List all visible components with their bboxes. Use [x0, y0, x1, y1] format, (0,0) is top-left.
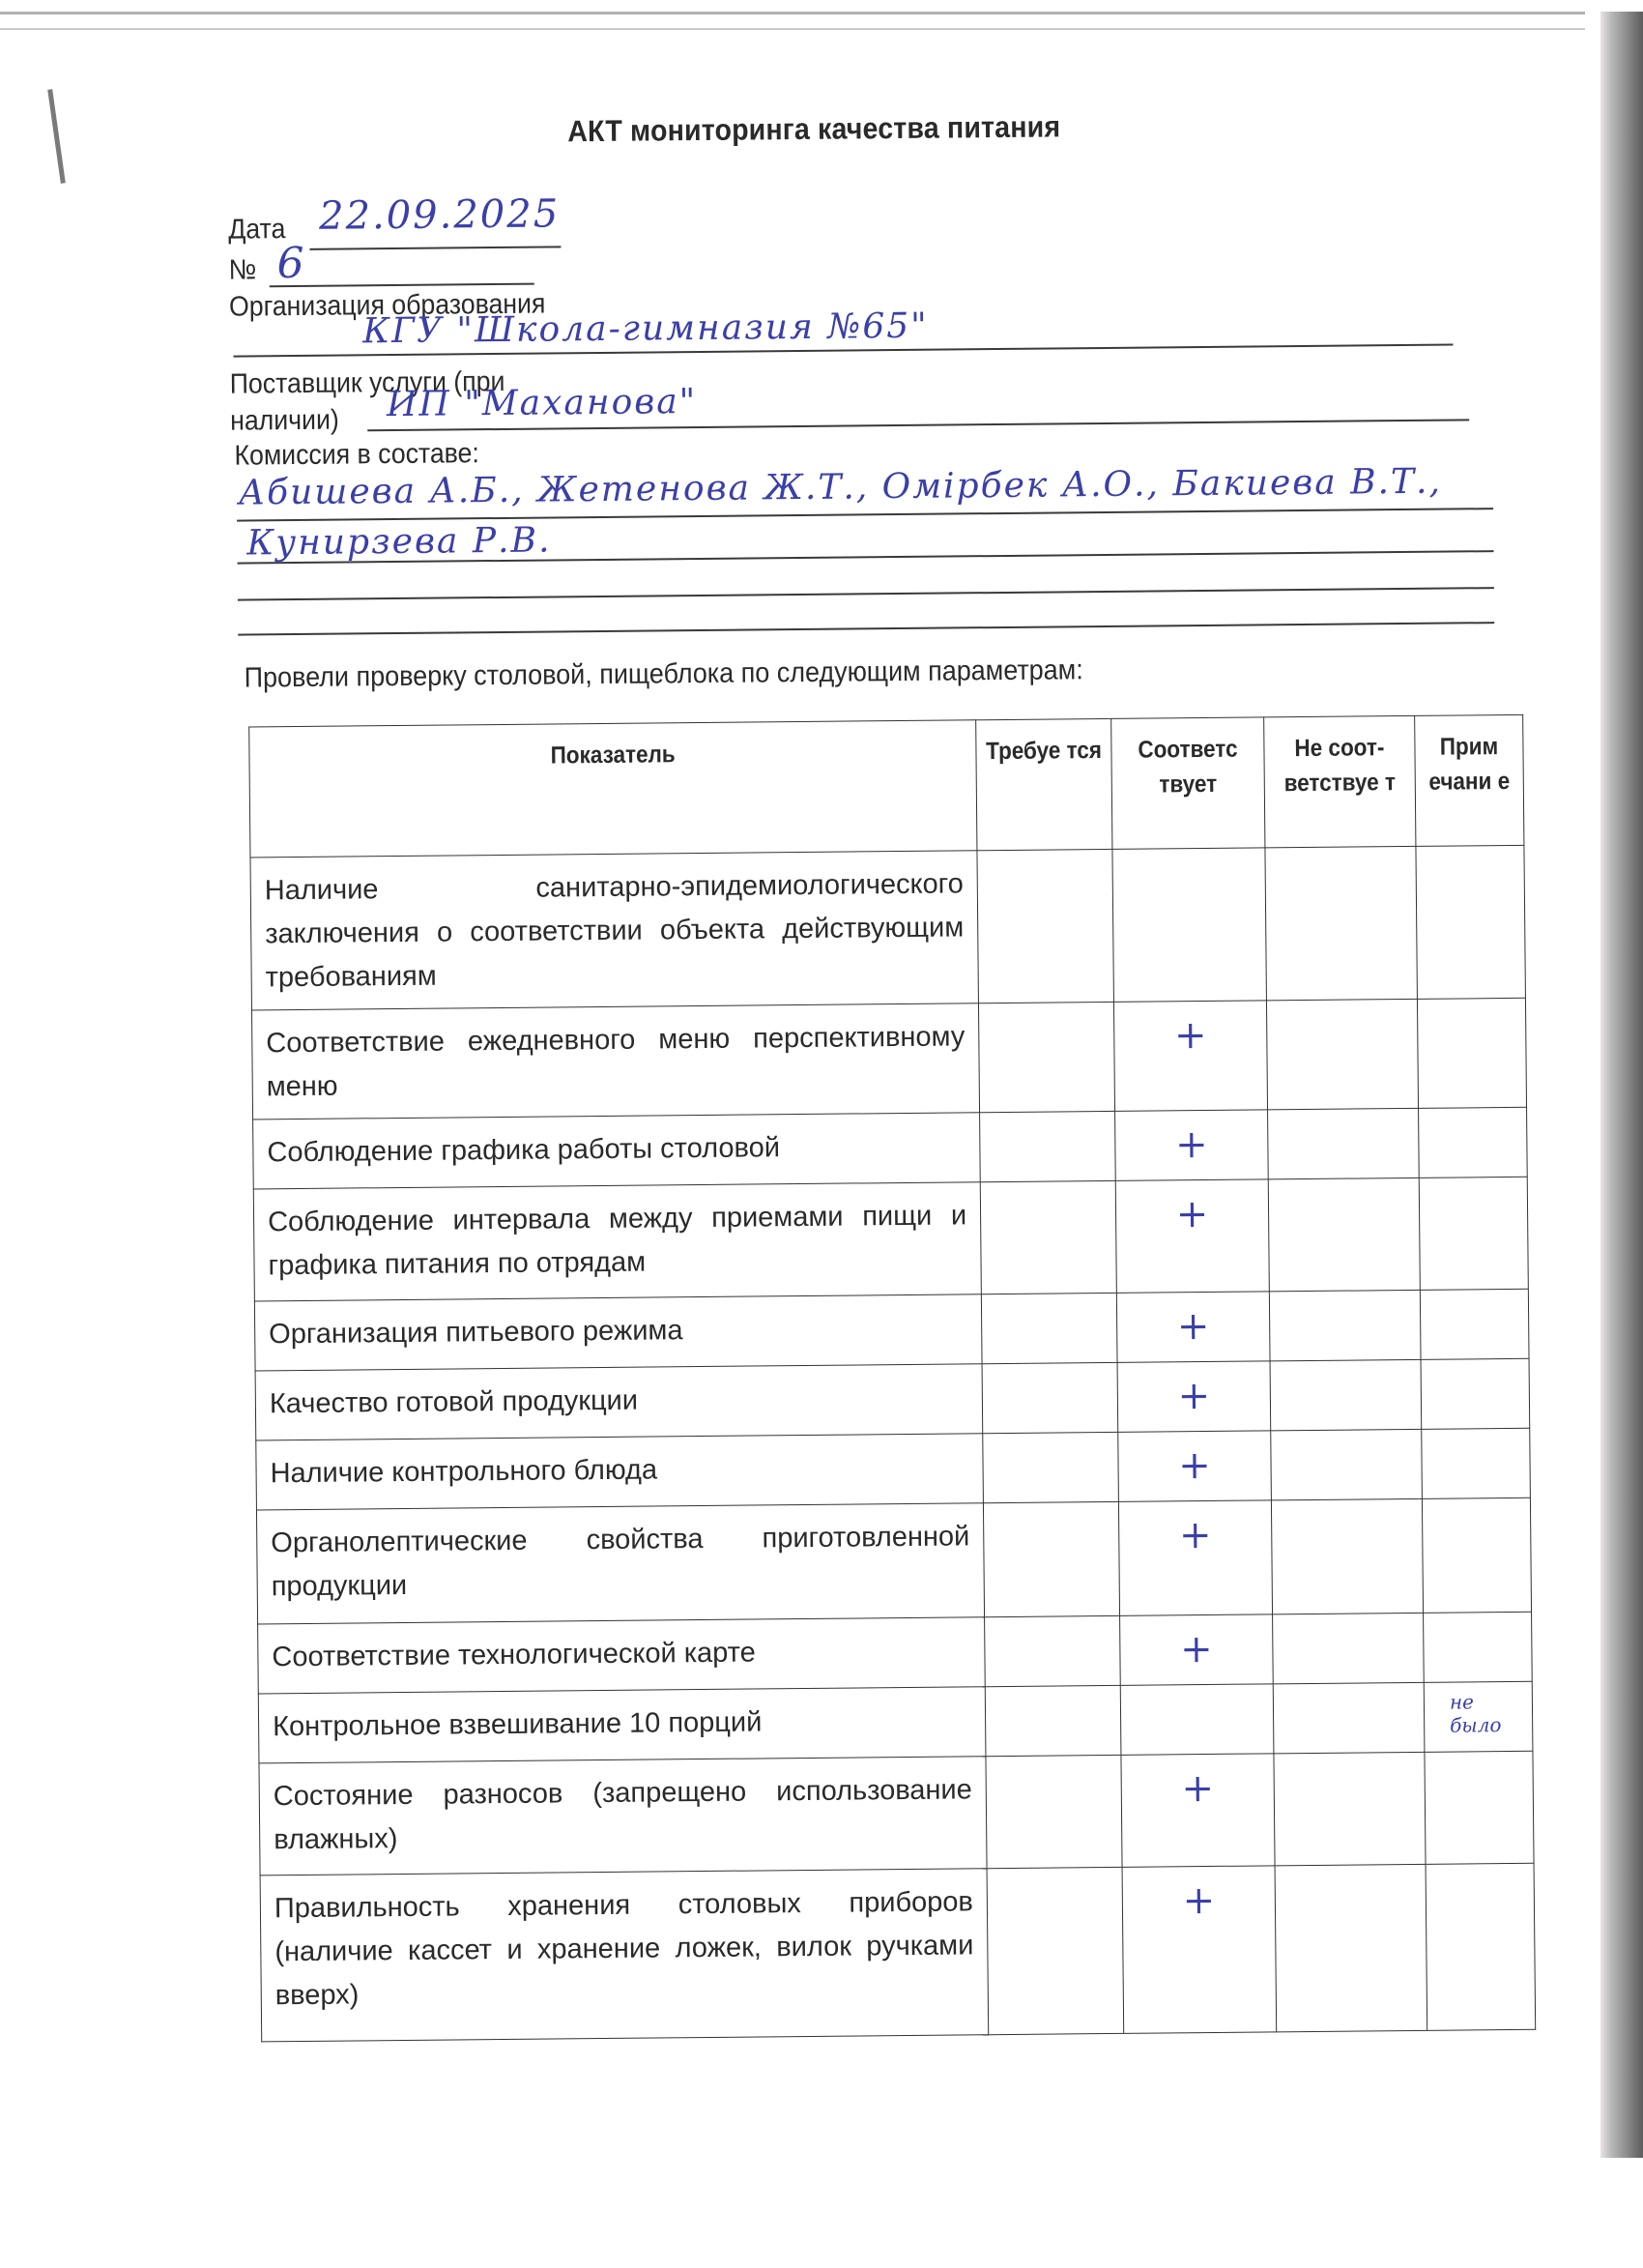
indicator-cell: Соответствие технологической карте — [258, 1617, 986, 1694]
noncompliant-cell — [1274, 1752, 1426, 1865]
indicator-cell: Состояние разносов (запрещено использование влажных) — [259, 1757, 987, 1875]
required-cell — [977, 849, 1114, 1003]
indicator-cell: Соблюдение графика работы столовой — [253, 1113, 981, 1189]
noncompliant-cell — [1271, 1429, 1423, 1499]
indicator-cell: Соблюдение интервала между приемами пищи и графика питания по отрядам — [253, 1182, 981, 1301]
compliant-cell: + — [1116, 1292, 1270, 1363]
noncompliant-cell — [1268, 1178, 1420, 1291]
supplier-value: ИП "Маханова" — [386, 382, 698, 425]
indicator-cell: Правильность хранения столовых приборов (наличие кассет и хранение ложек, вилок ручками вверх) — [260, 1869, 989, 2042]
commission-underline-4 — [238, 622, 1494, 635]
noncompliant-cell — [1273, 1682, 1425, 1753]
compliant-cell: + — [1122, 1866, 1277, 2034]
compliant-cell: + — [1118, 1431, 1272, 1502]
indicator-cell: Контрольное взвешивание 10 порций — [258, 1687, 986, 1763]
compliant-cell: + — [1118, 1500, 1272, 1616]
note-cell — [1421, 1358, 1530, 1429]
required-cell — [980, 1111, 1116, 1181]
supplier-label-line1: Поставщик услуги (при — [229, 365, 505, 400]
table-row — [254, 1289, 1529, 1371]
header-note: Прим ечани е — [1415, 714, 1524, 846]
compliant-cell: + — [1117, 1361, 1271, 1433]
required-cell — [986, 1755, 1122, 1868]
required-cell — [981, 1293, 1117, 1363]
supplier-label-line2: наличии) — [230, 404, 339, 437]
compliant-cell: + — [1120, 1614, 1274, 1686]
commission-members-line2: Кунирзева Р.В. — [246, 520, 552, 564]
compliant-cell — [1120, 1684, 1274, 1756]
noncompliant-cell — [1273, 1613, 1425, 1683]
table-row — [260, 1863, 1536, 2042]
required-cell — [985, 1685, 1121, 1756]
note-cell — [1425, 1751, 1534, 1864]
inspection-table-wrapper — [248, 714, 1535, 2043]
table-row — [256, 1497, 1531, 1624]
indicator-cell: Наличие санитарно-эпидемиологического заключения о соответствии объекта действующим требованиям — [250, 851, 978, 1010]
required-cell — [983, 1501, 1119, 1616]
date-underline — [309, 246, 561, 249]
note-cell — [1419, 1107, 1528, 1178]
inspection-table — [248, 714, 1536, 2043]
required-cell — [982, 1362, 1118, 1433]
table-row — [253, 1177, 1528, 1301]
note-cell — [1422, 1428, 1531, 1498]
noncompliant-cell — [1275, 1864, 1427, 2031]
date-value: 22.09.2025 — [318, 191, 561, 239]
note-cell — [1422, 1497, 1531, 1613]
indicator-cell: Организация питьевого режима — [254, 1294, 982, 1371]
organization-label: Организация образования — [228, 288, 546, 323]
required-cell — [987, 1867, 1124, 2034]
indicator-cell: Наличие контрольного блюда — [256, 1434, 984, 1510]
noncompliant-cell — [1270, 1359, 1422, 1430]
header-required: Требуе тся — [976, 718, 1112, 850]
noncompliant-cell — [1268, 1108, 1420, 1178]
header-compliant: Соответс твует — [1111, 717, 1265, 850]
noncompliant-cell — [1265, 846, 1418, 1000]
note-cell — [1419, 1177, 1528, 1290]
note-cell — [1417, 998, 1526, 1108]
required-cell — [980, 1180, 1116, 1294]
document-title: АКТ мониторинга качества питания — [567, 109, 1061, 149]
note-cell — [1424, 1612, 1533, 1682]
noncompliant-cell — [1269, 1290, 1421, 1360]
note-cell — [1426, 1863, 1536, 2030]
required-cell — [985, 1615, 1121, 1686]
note-cell — [1420, 1289, 1529, 1359]
date-label: Дата — [228, 214, 286, 246]
indicator-cell: Качество готовой продукции — [255, 1364, 983, 1440]
table-row — [250, 845, 1525, 1010]
table-row — [258, 1612, 1533, 1694]
header-indicator: Показатель — [249, 720, 977, 858]
compliant-cell — [1112, 848, 1267, 1003]
commission-underline-3 — [238, 587, 1494, 600]
table-row — [253, 1107, 1528, 1189]
table-header-row — [249, 714, 1524, 858]
table-row — [256, 1428, 1531, 1510]
indicator-cell: Органолептические свойства приготовленной продукции — [256, 1503, 984, 1624]
indicator-cell: Соответствие ежедневного меню перспективному меню — [252, 1003, 980, 1119]
inspection-intro: Провели проверку столовой, пищеблока по следующим параметрам: — [244, 654, 1083, 694]
number-label: № — [228, 254, 257, 286]
number-value: 6 — [276, 238, 306, 289]
commission-label: Комиссия в составе: — [234, 438, 480, 472]
required-cell — [983, 1432, 1119, 1502]
commission-members-line1: Абишева А.Б., Жетенова Ж.Т., Омірбек А.О., Бакиева В.Т., — [238, 461, 1443, 513]
organization-value: КГУ "Школа-гимназия №65" — [362, 305, 929, 352]
compliant-cell: + — [1121, 1754, 1275, 1868]
compliant-cell: + — [1115, 1110, 1269, 1181]
table-row — [258, 1681, 1533, 1763]
table-row — [255, 1358, 1530, 1440]
table-row — [259, 1751, 1534, 1875]
table-row — [252, 998, 1527, 1119]
noncompliant-cell — [1266, 999, 1418, 1109]
header-noncompliant: Не соот- ветствуе т — [1264, 715, 1416, 847]
noncompliant-cell — [1271, 1498, 1423, 1614]
number-underline — [270, 283, 534, 288]
required-cell — [978, 1002, 1114, 1112]
note-cell — [1416, 845, 1526, 999]
note-cell-handwritten: не было — [1424, 1681, 1533, 1752]
compliant-cell: + — [1115, 1179, 1269, 1294]
compliant-cell: + — [1113, 1001, 1267, 1112]
